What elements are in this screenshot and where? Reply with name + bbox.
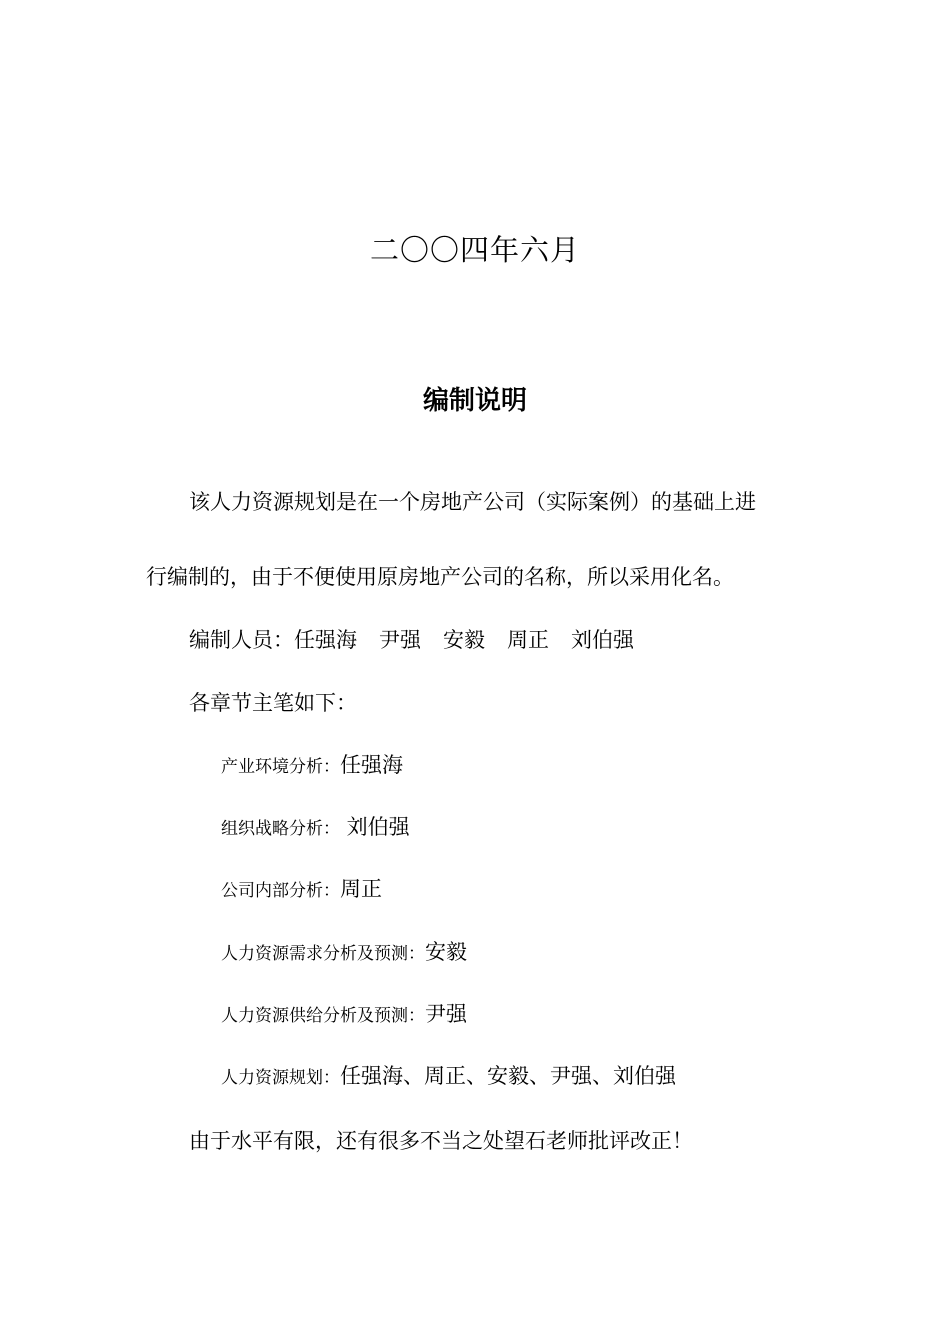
- chapter-title: 公司内部分析：: [221, 881, 340, 901]
- section-heading: 编制说明: [422, 386, 527, 416]
- author-name: 刘伯强: [571, 628, 634, 652]
- chapter-title: 组织战略分析：: [221, 819, 340, 839]
- chapter-item: [221, 811, 410, 841]
- chapter-title: 人力资源供给分析及预测：: [221, 1006, 425, 1026]
- chapter-authors: 尹强: [425, 1002, 467, 1026]
- chapter-title: 人力资源规划：: [221, 1068, 340, 1088]
- chapter-item: [221, 873, 382, 903]
- chapter-title: 产业环境分析：: [221, 757, 340, 777]
- author-name: 安毅: [443, 628, 485, 652]
- chapter-authors: 任强海: [340, 753, 403, 777]
- closing-note: 由于水平有限，还有很多不当之处望石老师批评改正！: [189, 1129, 693, 1153]
- author-name: 尹强: [379, 628, 421, 652]
- chapter-authors: 任强海、周正、安毅、尹强、刘伯强: [340, 1064, 676, 1088]
- intro-line-1: 该人力资源规划是在一个房地产公司（实际案例）的基础上进: [189, 490, 756, 514]
- authors-line: [189, 624, 634, 654]
- chapter-authors: 刘伯强: [340, 815, 410, 839]
- chapter-authors: 安毅: [425, 940, 467, 964]
- document-date: 二〇〇四年六月: [369, 233, 580, 267]
- intro-line-2: 行编制的，由于不便使用原房地产公司的名称，所以采用化名。: [146, 565, 734, 589]
- chapter-title: 人力资源需求分析及预测：: [221, 944, 425, 964]
- chapter-item: [221, 1060, 676, 1090]
- chapter-item: [221, 749, 403, 779]
- chapters-intro: 各章节主笔如下：: [189, 691, 357, 715]
- author-name: 任强海: [294, 628, 357, 652]
- chapter-item: [221, 998, 467, 1028]
- chapter-item: [221, 936, 467, 966]
- authors-label: 编制人员：: [189, 628, 294, 652]
- chapter-authors: 周正: [340, 877, 382, 901]
- author-name: 周正: [507, 628, 549, 652]
